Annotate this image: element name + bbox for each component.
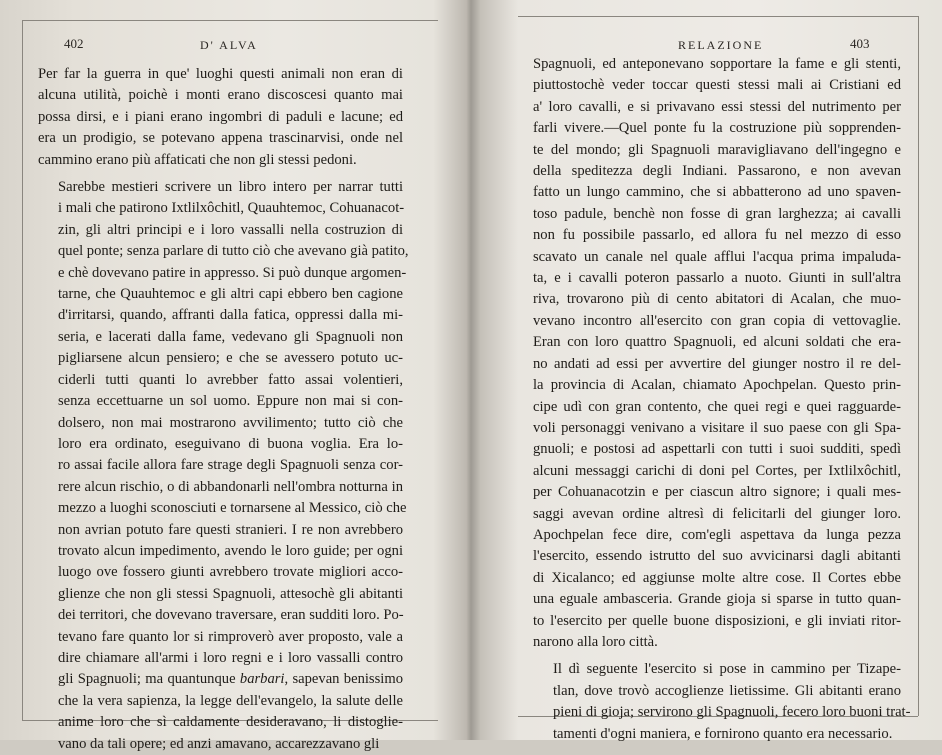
text-line: Apochpelan fece dire, com'egli aspettava da lunga pezza <box>533 526 901 543</box>
text-line: alcuni messaggi carichi di doni pel Cortes, per Ixtlilxôchitl, <box>533 462 901 479</box>
text-line: per Cohuanacotzin e per ciascun altro signore; i quali mes- <box>533 484 901 501</box>
text-line: ro assai facile allora fare strage degli Spagnuoli senza cor- <box>58 457 403 474</box>
text-line: scavato un canale nel quale afflui l'acqua prima impaluda- <box>533 248 901 265</box>
text-line: Spagnuoli, ed anteponevano sopportare la fame e gli stenti, <box>533 56 901 72</box>
paragraph <box>533 659 911 745</box>
text-line: l'esercito, essendo istrutto del suo avvicinarsi dagli abitanti <box>533 548 901 565</box>
right-running-head: RELAZIONE <box>678 38 764 52</box>
text-line: te del mondo; gli Spagnuoli maravigliavano dell'ingegno e <box>533 141 901 158</box>
left-page-top-rule <box>22 20 438 21</box>
text-line: cipe udì con gran contento, che quei regi e quei ragguarde- <box>533 398 901 415</box>
text-line: riva, trovarono più di cento abitatori di Acalan, che muo- <box>533 291 901 308</box>
text-line: la provincia di Acalan, chiamato Apochpelan. Questo prin- <box>533 377 901 394</box>
text-line: pieni di gioja; servirono gli Spagnuoli, fecero loro buoni trat- <box>553 704 911 721</box>
text-line: tlan, dove trovò accoglienze lietissime. Gli abitanti erano <box>553 682 901 699</box>
text-line: to l'esercito per quelle buone disposizioni, e gli inviati ritor- <box>533 612 901 629</box>
text-line: piuttostochè veder toccar questi stessi mali ai Cristiani ed <box>533 77 901 94</box>
text-line: farli vivere.—Quel ponte fu la costruzione più sopprenden- <box>533 120 901 137</box>
text-line: era un prodigio, se potevano appena trascinarvisi, onde nel <box>38 130 403 147</box>
right-page-top-rule <box>518 16 918 17</box>
text-line: toso padule, benchè non fosse di gran larghezza; ai cavalli <box>533 205 901 222</box>
left-page <box>0 0 455 752</box>
text-line: gnuoli; e postosi ad aspettarli con tutti i suoi sudditi, spedì <box>533 441 901 458</box>
right-page <box>478 0 942 740</box>
text-line: una eguale ambasceria. Grande gioja si sparse in tutto quan- <box>533 591 901 608</box>
left-page-body <box>38 64 409 755</box>
text-line: non fu possibile passarlo, ed allora fu nel mezzo di esso <box>533 227 901 244</box>
text-line: anime loro che sì caldamente desideravano, li distoglie- <box>58 714 403 731</box>
text-line: dei territori, che dovevano traversare, eran sudditi loro. Po- <box>58 607 404 624</box>
text-line: gli Spagnuoli; ma quantunque barbari, sapevan benissimo <box>58 671 403 688</box>
text-line: tamenti d'ogni maniera, e fornirono quanto era necessario. <box>553 725 893 742</box>
text-line: mezzo a luoghi sconosciuti e tornarsene al Messico, ciò che <box>58 500 407 517</box>
text-line: quel ponte; senza parlare di tutto ciò che avevano già patito, <box>58 243 409 260</box>
text-line: ta, e i cavalli poteron passarlo a nuoto. Giunti in sull'altra <box>533 270 901 287</box>
text-line: luogo ove fossero giunti avrebbero trovate migliori acco- <box>58 564 403 581</box>
text-line: fatto un lungo cammino, che si abbatterono ad uno spaven- <box>533 184 901 201</box>
text-line: di Xicalanco; ed aggiunse molte altre cose. Il Cortes ebbe <box>533 569 901 586</box>
text-line: tarne, che Quauhtemoc e gli altri capi ebbero ben cagione <box>58 286 403 303</box>
text-line: i mali che patirono Ixtlilxôchitl, Quauhtemoc, Cohuanacot- <box>58 200 405 217</box>
text-line: loro era ordinato, eseguivano di buona voglia. Era lo- <box>58 435 403 452</box>
left-page-number: 402 <box>64 36 84 51</box>
text-line: senza eccettuarne un sol uomo. Eppure non mai si con- <box>58 393 403 410</box>
left-page-left-rule <box>22 20 23 720</box>
text-line: tevano fare quanto lor si rimproverò aver proposto, vale a <box>58 628 403 645</box>
text-line: ciderli tutti quanti lo avrebber fatto assai volentieri, <box>58 371 403 388</box>
text-line: Eran con loro quattro Spagnuoli, ed alcuni soldati che era- <box>533 334 901 351</box>
text-line: voli personaggi venivano a visitare il suo paese con gli Spa- <box>533 419 901 436</box>
text-line: Il dì seguente l'esercito si pose in cammino per Tizape- <box>553 661 901 678</box>
text-line: a' loro cavalli, e si privavano essi stessi del nutrimento per <box>533 98 901 115</box>
text-line: Sarebbe mestieri scrivere un libro intero per narrar tutti <box>58 179 403 196</box>
text-line: trovato alcun impedimento, avendo le loro guide; per ogni <box>58 542 403 559</box>
text-line: d'irritarsi, quando, affranti dalla fatica, oppressi dalla mi- <box>58 307 403 324</box>
text-line: pigliarsene alcun pensiero; e che se avessero potuto uc- <box>58 350 403 367</box>
paragraph <box>533 54 901 653</box>
paragraph <box>38 177 409 755</box>
right-page-body <box>533 54 911 745</box>
text-line: no andati ad essi per avvertire del giunger nostro il re del- <box>533 355 901 372</box>
right-page-right-rule <box>918 16 919 716</box>
text-line: rere alcun rischio, o di abbandonarli nell'ombra notturna in <box>58 478 403 495</box>
text-line: dolsero, non mai mostrarono avvilimento; tutto ciò che <box>58 414 403 431</box>
paragraph <box>38 64 403 171</box>
right-page-number: 403 <box>850 36 870 51</box>
text-line: zin, gli altri principi e i loro vassalli nella costruzion di <box>58 221 403 238</box>
text-line: seria, e lacerati dalla fame, vedevano gli Spagnuoli non <box>58 328 403 345</box>
text-line: possa dirsi, e i piani erano ingombri di paduli e lacune; ed <box>38 108 403 125</box>
text-line: cammino erano più affaticati che non gli stessi pedoni. <box>38 151 357 168</box>
text-line: e chè dovevano patire in appresso. Si può dunque argomen- <box>58 264 407 281</box>
text-line: alcuna utilità, poichè i monti erano discoscesi quanto mai <box>38 87 403 104</box>
text-line: non avrian potuto fare questi stranieri. I re non avrebbero <box>58 521 403 538</box>
left-running-head: D' ALVA <box>200 38 258 52</box>
text-line: narono alla loro città. <box>533 633 658 650</box>
text-line: vano da tali opere; ed anzi amavano, accarezzavano gli <box>58 735 380 752</box>
text-line: dire chiamare all'armi i loro regni e i loro vassalli contro <box>58 649 403 666</box>
text-line: che la vera sapienza, la legge dell'evangelo, la salute delle <box>58 692 403 709</box>
text-line: glienze che non gli stessi Spagnuoli, attesochè gli abitanti <box>58 585 403 602</box>
text-line: della speditezza degli Indiani. Passarono, e non avevan <box>533 163 901 180</box>
text-line: vevano incontro all'esercito con gran copia di vettovaglie. <box>533 312 901 329</box>
text-line: Per far la guerra in que' luoghi questi animali non eran di <box>38 66 403 82</box>
text-line: saggi avevan ordine altresì di felicitarli del giunger loro. <box>533 505 901 522</box>
